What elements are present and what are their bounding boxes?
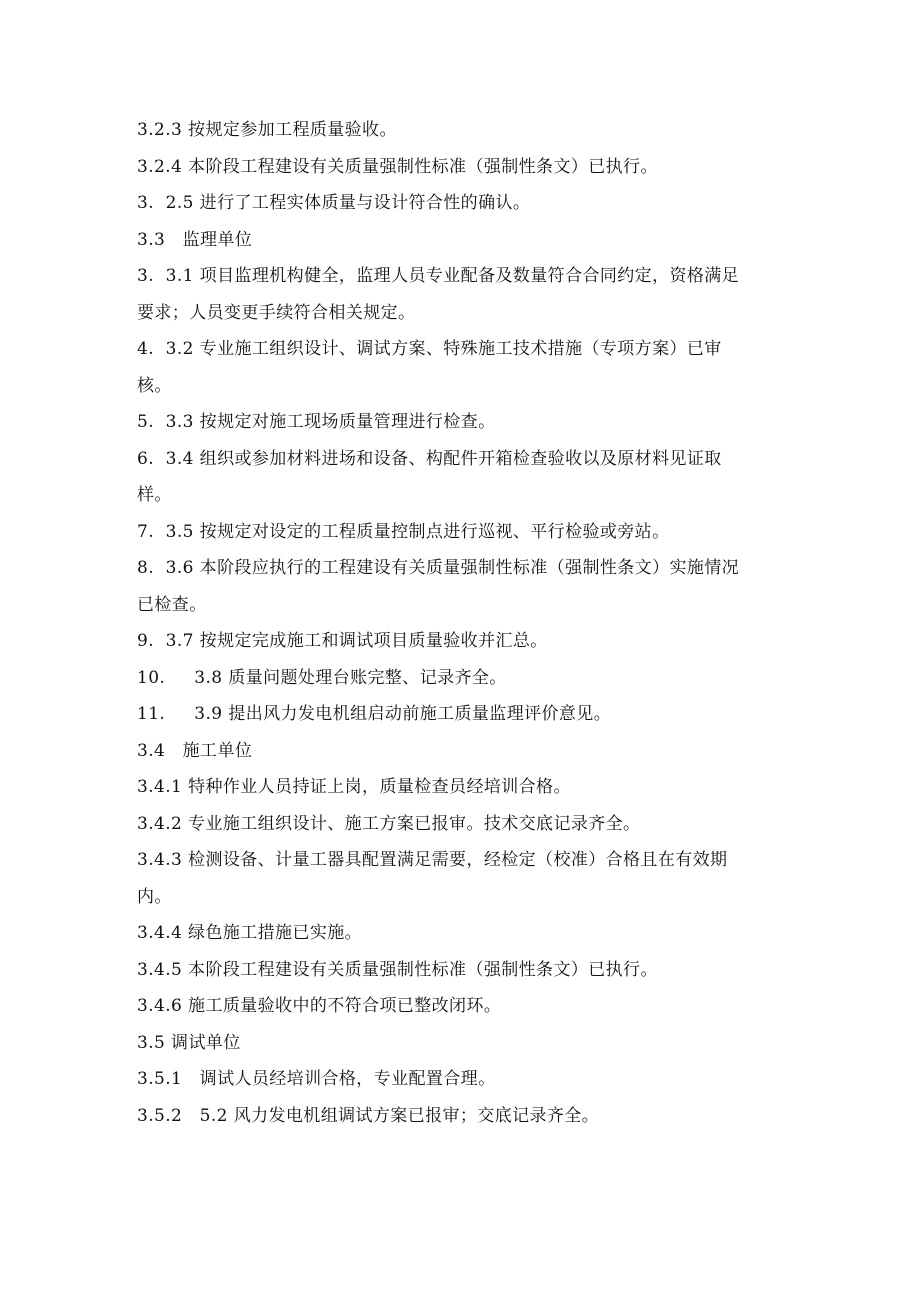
text-line: 7. 3.5 按规定对设定的工程质量控制点进行巡视、平行检验或旁站。: [137, 521, 670, 542]
text-line: 3.4.2 专业施工组织设计、施工方案已报审。技术交底记录齐全。: [137, 813, 641, 834]
text-line: 9. 3.7 按规定完成施工和调试项目质量验收并汇总。: [137, 631, 548, 651]
text-line: 11. 3.9 提出风力发电机组启动前施工质量监理评价意见。: [137, 704, 612, 724]
section-heading: 3.5 调试单位: [137, 1032, 241, 1053]
section-heading: 3.4 施工单位: [137, 740, 253, 761]
text-line: 3. 2.5 进行了工程实体质量与设计符合性的确认。: [137, 193, 531, 213]
text-line: 已检查。: [137, 594, 207, 615]
text-line: 核。: [137, 375, 172, 396]
text-line: 3.5.1 调试人员经培训合格，专业配置合理。: [137, 1069, 496, 1089]
text-line: 3.4.1 特种作业人员持证上岗，质量检查员经培训合格。: [137, 777, 571, 797]
text-line: 3. 3.1 项目监理机构健全，监理人员专业配备及数量符合合同约定，资格满足: [137, 266, 740, 286]
text-line: 5. 3.3 按规定对施工现场质量管理进行检查。: [137, 412, 496, 432]
section-heading: 3.3 监理单位: [137, 229, 253, 250]
text-line: 3.2.3 按规定参加工程质量验收。: [137, 120, 397, 140]
text-line: 3.4.4 绿色施工措施已实施。: [137, 923, 363, 943]
text-line: 内。: [137, 886, 172, 907]
text-line: 10. 3.8 质量问题处理台账完整、记录齐全。: [137, 667, 507, 688]
document-body: [137, 112, 787, 1134]
text-line: 6. 3.4 组织或参加材料进场和设备、构配件开箱检查验收以及原材料见证取: [137, 448, 722, 469]
text-line: 3.4.3 检测设备、计量工器具配置满足需要，经检定（校准）合格且在有效期: [137, 850, 728, 870]
text-line: 3.5.2 5.2 风力发电机组调试方案已报审；交底记录齐全。: [137, 1105, 600, 1126]
text-line: 3.2.4 本阶段工程建设有关质量强制性标准（强制性条文）已执行。: [137, 156, 658, 177]
text-line: 3.4.6 施工质量验收中的不符合项已整改闭环。: [137, 996, 502, 1016]
text-line: 4. 3.2 专业施工组织设计、调试方案、特殊施工技术措施（专项方案）已审: [137, 339, 722, 359]
text-line: 3.4.5 本阶段工程建设有关质量强制性标准（强制性条文）已执行。: [137, 959, 658, 980]
text-line: 要求；人员变更手续符合相关规定。: [137, 302, 416, 323]
text-line: 样。: [137, 485, 172, 505]
text-line: 8. 3.6 本阶段应执行的工程建设有关质量强制性标准（强制性条文）实施情况: [137, 558, 740, 578]
